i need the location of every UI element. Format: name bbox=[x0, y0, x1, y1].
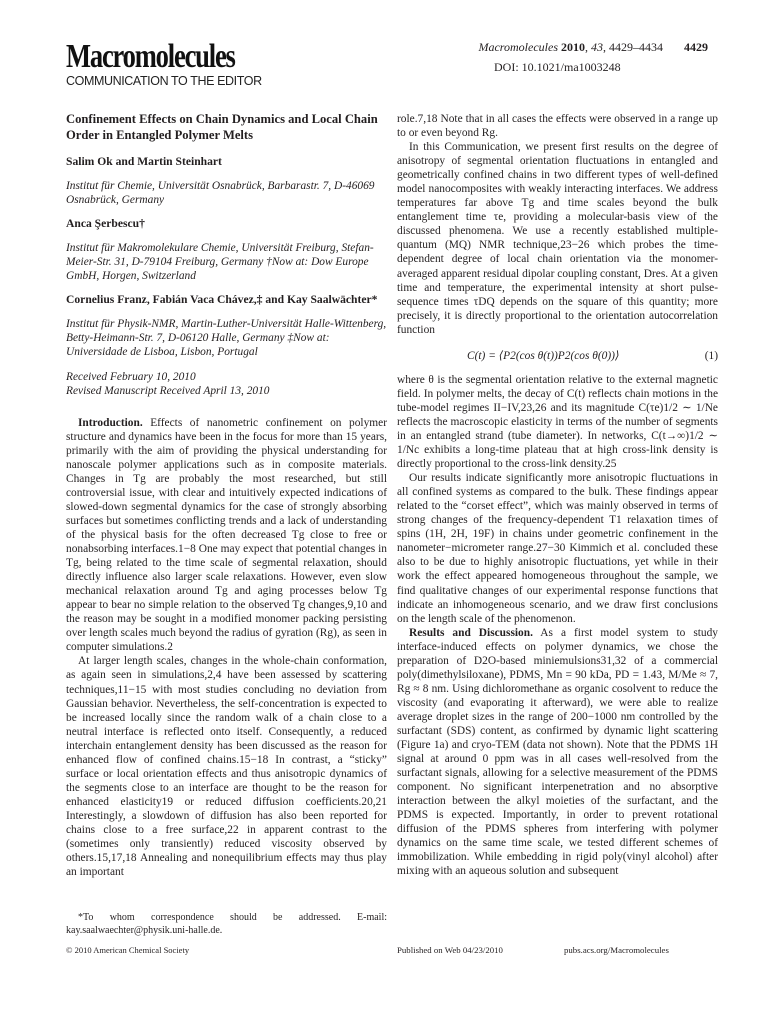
revised-date: Revised Manuscript Received April 13, 2010 bbox=[66, 384, 270, 397]
left-column bbox=[66, 112, 387, 879]
results-text: As a first model system to study interface-induced effects on polymer dynamics, we chose the preparation of D2O-based miniemulsions31,32 of a commercial poly(dimethylsiloxane), PDMS, Mn = 90 kDa, PD = 1.43, M/Me ≈ 7, Rg ≈ 8 nm. Using dichloromethane as organic cosolvent to reduce the viscosity (and evaporating it afterward), we were able to realize average droplet sizes in the range of 200−1000 nm controlled by the surfactant (SDS) content, as confirmed by dynamic light scattering (Figure 1a) and cryo-TEM (data not shown). Note that the PDMS 1H signal at around 0 ppm was in all cases well-resolved from the surfactant signals, allowing for a selective measurement of the PDMS component. No significant interpenetration and no absorptive interaction between the alkyl moieties of the surfactant, and the PDMS is expected. Importantly, in order to prevent rotational diffusion of the PDMS spheres from interfering with polymer dynamics on the same time scale, we tested different schemes of immobilization. While embedding in rigid poly(vinyl alcohol) after mixing with an aqueous solution and subsequent bbox=[397, 626, 718, 878]
paragraph-results-discussion bbox=[397, 626, 718, 879]
copyright: © 2010 American Chemical Society bbox=[66, 945, 190, 955]
author-group-3: Cornelius Franz, Fabián Vaca Chávez,‡ and Kay Saalwächter* bbox=[66, 293, 378, 307]
journal-url[interactable]: pubs.acs.org/Macromolecules bbox=[564, 945, 669, 955]
correspondence-footnote bbox=[66, 912, 387, 937]
intro-paragraph-1 bbox=[66, 416, 387, 655]
article-title: Confinement Effects on Chain Dynamics and Local Chain Order in Entangled Polymer Melts bbox=[66, 112, 378, 142]
equation-1 bbox=[397, 349, 718, 363]
paragraph-results-summary: Our results indicate significantly more anisotropic fluctuations in all confined systems as compared to the bulk. These findings appear related to the “corset effect”, which was mainly observed in terms of strong changes of the frequency-dependent T1 relaxation times of spins (1H, 2H, 19F) in chains under geometric confinement in the nanometer−micrometer range.27−30 Kimmich et al. concluded these also to be due to highly anisotropic fluctuations, yet while in their work the effect appeared homogeneous throughout the sample, we find qualitative changes of our experimental response functions that indicate an inhomogeneous scenario, and we draw first conclusions on the length scale of the phenomenon. bbox=[397, 472, 718, 625]
equation-body: C(t) = ⟨P2(cos θ(t))P2(cos θ(0))⟩ bbox=[467, 349, 620, 362]
paragraph-continued: role.7,18 Note that in all cases the effects were observed in a range up to or even beyond Rg. bbox=[397, 113, 718, 140]
paragraph-where: where θ is the segmental orientation relative to the external magnetic field. In polymer melts, the decay of C(t) reflects chain motions in the tube-model regimes II−IV,23,26 and its magnitude C(τe)1/2 ∼ 1/Ne reflects the macroscopic elasticity in terms of the number of segments in an entangled strand (tube diameter). In networks, C(t→∞)1/2 ∼ 1/Nc exhibits a long-time plateau that at high cross-link density is directly proportional to the cross-link density.25 bbox=[397, 373, 718, 471]
affiliation-2: Institut für Makromolekulare Chemie, Universität Freiburg, Stefan-Meier-Str. 31, D-79104 Freiburg, Germany †Now at: Dow Europe GmbH, Horgen, Switzerland bbox=[66, 242, 374, 283]
article-dates bbox=[66, 370, 387, 398]
equation-number: (1) bbox=[704, 349, 718, 362]
affiliation-1: Institut für Chemie, Universität Osnabrück, Barbarastr. 7, D-46069 Osnabrück, Germany bbox=[66, 180, 375, 207]
citation-journal: Macromolecules bbox=[478, 40, 558, 54]
citation-line: Macromolecules 2010, 43, 4429–4434 4429 bbox=[478, 40, 708, 54]
journal-logo: Macromolecules bbox=[66, 38, 235, 75]
citation-year: 2010 bbox=[561, 40, 585, 54]
published-date: Published on Web 04/23/2010 bbox=[397, 945, 503, 955]
author-group-1: Salim Ok and Martin Steinhart bbox=[66, 155, 222, 168]
intro-paragraph-2: At larger length scales, changes in the whole-chain conformation, as again seen in simulations,2,4 have been assessed by scattering techniques,11−15 with most studies concluding no deviation from Gaussian behavior. Nevertheless, the self-concentration is expected to be increased locally since the random walk of a chain close to a neutral interface is reflected onto itself. Consequently, a reduced interchain entanglement density has been discussed as the reason for enhanced flow of confined chains.15−18 In contrast, a “sticky” surface or local orientation effects and thus anisotropic dynamics of the segments close to an interface are thought to be the reason for enhanced elasticity19 or reduced diffusion coefficients.20,21 Interestingly, a slowdown of diffusion has also been reported for chains close to a free surface,22 in apparent contrast to the (sometimes only transiently) reduced viscosity observed by others.15,17,18 Annealing and nonequilibrium effects may thus play an important bbox=[66, 655, 387, 879]
citation-volume: 43 bbox=[591, 40, 603, 54]
paragraph-communication: In this Communication, we present first results on the degree of anisotropy of segmental orientation fluctuations in entangled and geometrically confined chains in two different types of well-defined model nanocomposites with weakly interacting interfaces. We address temperatures far above Tg and time scales beyond the bulk entanglement time τe, providing a molecular-basis view of the discussed phenomena. We use a recently established multiple-quantum (MQ) NMR technique,23−26 which probes the time-dependent degree of local chain orientation via the monomer-averaged apparent residual dipolar coupling constant, Dres. At a given time and temperature, the experimental intensity at short pulse-sequence times τDQ depends on the square of this quantity; more precisely, it is directly proportional to the orientation autocorrelation function bbox=[397, 141, 718, 336]
intro-heading: Introduction. bbox=[78, 416, 143, 429]
doi[interactable]: DOI: 10.1021/ma1003248 bbox=[494, 60, 621, 74]
right-column bbox=[397, 112, 718, 878]
results-heading: Results and Discussion. bbox=[409, 626, 533, 639]
correspondence-text: *To whom correspondence should be addressed. E-mail: kay.saalwaechter@physik.uni-halle.de. bbox=[66, 912, 387, 936]
page-number: 4429 bbox=[684, 40, 708, 54]
section-label: COMMUNICATION TO THE EDITOR bbox=[66, 74, 262, 88]
citation-pages: 4429–4434 bbox=[609, 40, 663, 54]
intro-text-1: Effects of nanometric confinement on polymer structure and dynamics have been in the focus for more than 15 years, primarily with the aim of providing the physical understanding for nanoscale polymer applications such as in composite materials. Changes in Tg are probably the most researched, but still controversial issue, with clear and intuitively expected indications of slowed-down segmental dynamics for the case of strongly absorbing surfaces but sometimes conflicting trends and a lack of understanding of the physical basis for the often decreased Tg close to free or nonabsorbing interfaces.1−8 One may expect that potential changes in Tg, being related to the time scale of segmental relaxation, should directly influence also larger scale relaxations. However, even slow mechanical relaxation around Tg and aging processes below Tg appear to bear no simple relation to the observed Tg changes,9,10 and the reason may be sought in a modified monomer packing persisting over length scales much beyond the radius of gyration (Rg), as seen in computer simulations.2 bbox=[66, 416, 387, 654]
affiliation-3: Institut für Physik-NMR, Martin-Luther-Universität Halle-Wittenberg, Betty-Heimann-Str. 7, D-06120 Halle, Germany ‡Now at: Universidade de Lisboa, Lisbon, Portugal bbox=[66, 318, 387, 359]
author-group-2: Anca Şerbescu† bbox=[66, 217, 145, 231]
received-date: Received February 10, 2010 bbox=[66, 370, 196, 383]
